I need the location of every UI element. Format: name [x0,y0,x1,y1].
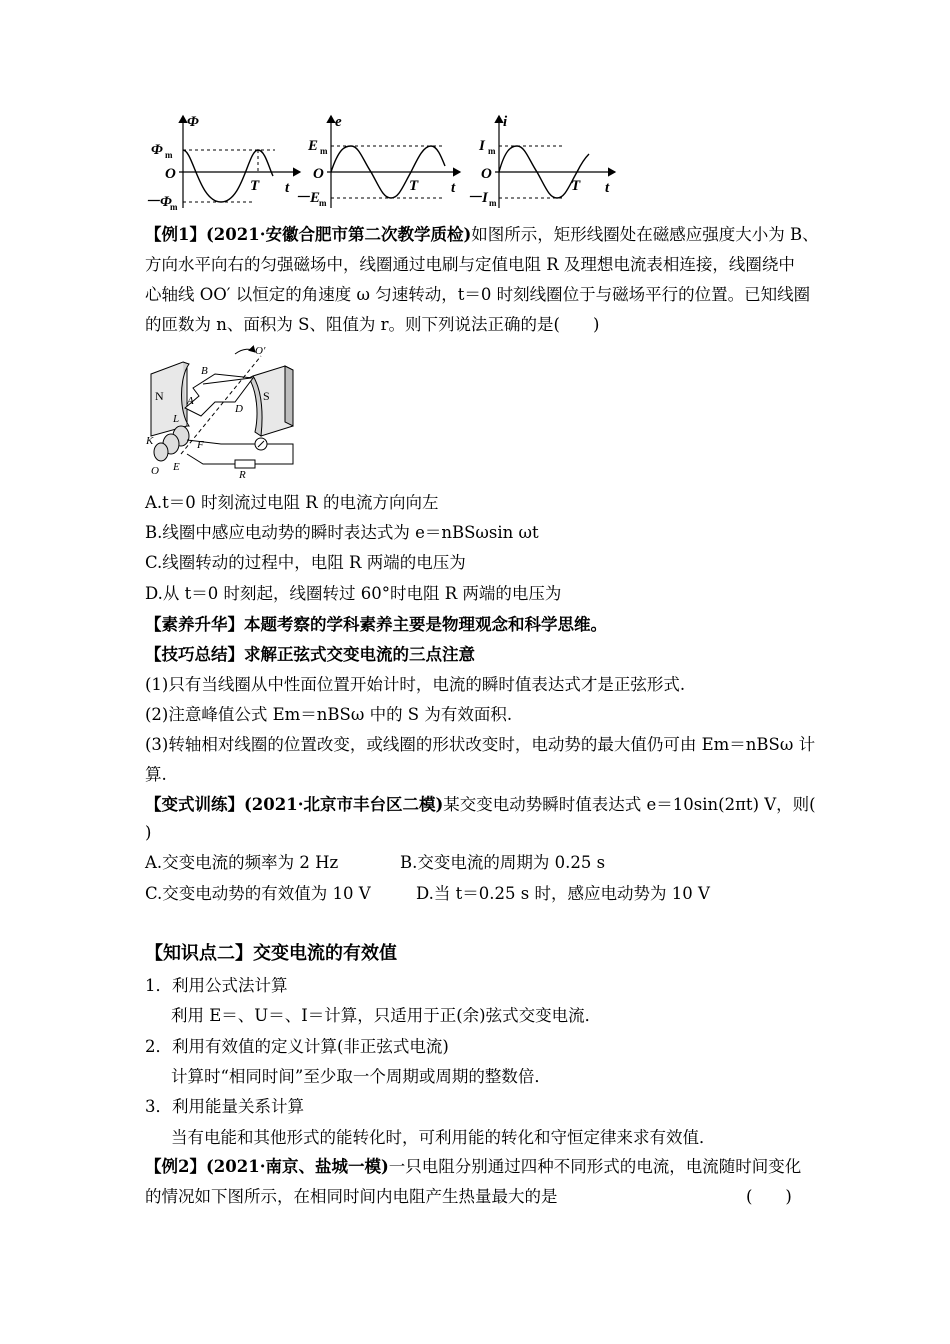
label-O-prime: O′ [255,345,266,357]
label-N: N [155,389,164,403]
emf-period-label: T [409,178,419,194]
variant-option-c: C.交变电动势的有效值为 10 V [145,884,371,903]
current-max-label: I [479,138,485,154]
emf-graph [295,114,460,208]
variant-option-a: A.交变电流的频率为 2 Hz [145,853,339,872]
label-O: O [151,465,159,477]
current-min-label: －I [467,190,488,206]
method-2-text: 计算时“相同时间”至少取一个周期或周期的整数倍． [171,1067,551,1086]
method-1-text: 利用 E＝、U＝、I＝计算，只适用于正(余)弦式交变电流． [171,1006,602,1025]
waveform-graphs [145,108,625,214]
emf-axis-label: e [335,114,342,130]
variant-line2: ) [145,823,152,842]
skill-point-3b: 算. [145,765,167,784]
emf-origin-label: O [313,166,324,182]
skill-point-1: (1)只有当线圈从中性面位置开始计时，电流的瞬时值表达式才是正弦形式. [145,675,686,694]
svg-text:m: m [165,150,173,160]
method-3-text: 当有电能和其他形式的能转化时，可利用能的转化和守恒定律来求有效值． [171,1128,716,1147]
flux-axis-label: Φ [187,114,199,130]
emf-min-label: －E [295,190,321,206]
current-time-label: t [605,180,610,196]
current-graph [467,114,615,208]
option-b: B.线圈中感应电动势的瞬时表达式为 e＝nBSωsin ωt [145,523,539,542]
literacy-note: 【素养升华】本题考察的学科素养主要是物理观念和科学思维。 [145,615,607,634]
example1-line4: 的匝数为 n、面积为 S、阻值为 r。则下列说法正确的是( ) [145,315,600,334]
svg-text:m: m [319,198,327,208]
option-d: D.从 t＝0 时刻起，线圈转过 60°时电阻 R 两端的电压为 [145,584,562,603]
flux-period-label: T [250,178,260,194]
example2-answer-paren: ( ) [746,1187,792,1206]
option-c: C.线圈转动的过程中，电阻 R 两端的电压为 [145,553,466,572]
generator-figure [143,344,303,478]
method-1: 1．利用公式法计算 [145,976,288,995]
label-S: S [263,389,270,403]
flux-max-label: Φ [151,142,163,158]
label-A: A [187,395,194,407]
label-D: D [235,403,243,415]
label-E: E [173,461,180,473]
skill-point-3a: (3)转轴相对线圈的位置改变，或线圈的形状改变时，电动势的最大值仍可由 Em＝nBSω 计 [145,735,816,754]
skill-title: 【技巧总结】求解正弦式交变电流的三点注意 [145,645,475,664]
label-F: F [197,439,204,451]
svg-text:m: m [320,146,328,156]
current-origin-label: O [481,166,492,182]
current-period-label: T [571,178,581,194]
flux-origin-label: O [165,166,176,182]
label-L: L [173,413,180,425]
skill-point-2: (2)注意峰值公式 Em＝nBSω 中的 S 为有效面积. [145,705,513,724]
example1-line1: 【例1】(2021·安徽合肥市第二次教学质检)如图所示，矩形线圈处在磁感应强度大小为 B、 [145,225,819,244]
variant-option-b: B.交变电流的周期为 0.25 s [400,853,606,872]
svg-text:m: m [488,146,496,156]
example2-line2: 的情况如下图所示，在相同时间内电阻产生热量最大的是 [145,1187,558,1206]
south-magnet [249,366,293,436]
current-axis-label: i [503,114,508,130]
label-R: R [239,469,246,478]
flux-min-label: －Φ [145,194,172,210]
example2-line1: 【例2】(2021·南京、盐城一模)一只电阻分别通过四种不同形式的电流，电流随时间变化 [145,1157,802,1176]
emf-max-label: E [308,138,319,154]
flux-graph [145,114,300,212]
example1-line3: 心轴线 OO′ 以恒定的角速度 ω 匀速转动，t＝0 时刻线圈位于与磁场平行的位置。已知线圈 [145,285,811,304]
label-K: K [146,435,154,447]
section-title: 【知识点二】交变电流的有效值 [145,943,397,964]
option-a: A.t＝0 时刻流过电阻 R 的电流方向向左 [145,493,439,512]
variant-line1: 【变式训练】(2021·北京市丰台区二模)某交变电动势瞬时值表达式 e＝10sin(2πt) V，则( [145,795,816,814]
example1-line2: 方向水平向右的匀强磁场中，线圈通过电刷与定值电阻 R 及理想电流表相连接，线圈绕中 [145,255,795,274]
method-3: 3．利用能量关系计算 [145,1097,304,1116]
emf-time-label: t [451,180,456,196]
method-2: 2．利用有效值的定义计算(非正弦式电流) [145,1037,449,1056]
svg-text:m: m [170,202,178,212]
label-B: B [201,365,208,377]
flux-time-label: t [285,180,290,196]
variant-option-d: D.当 t＝0.25 s 时，感应电动势为 10 V [416,884,710,903]
svg-text:m: m [489,198,497,208]
